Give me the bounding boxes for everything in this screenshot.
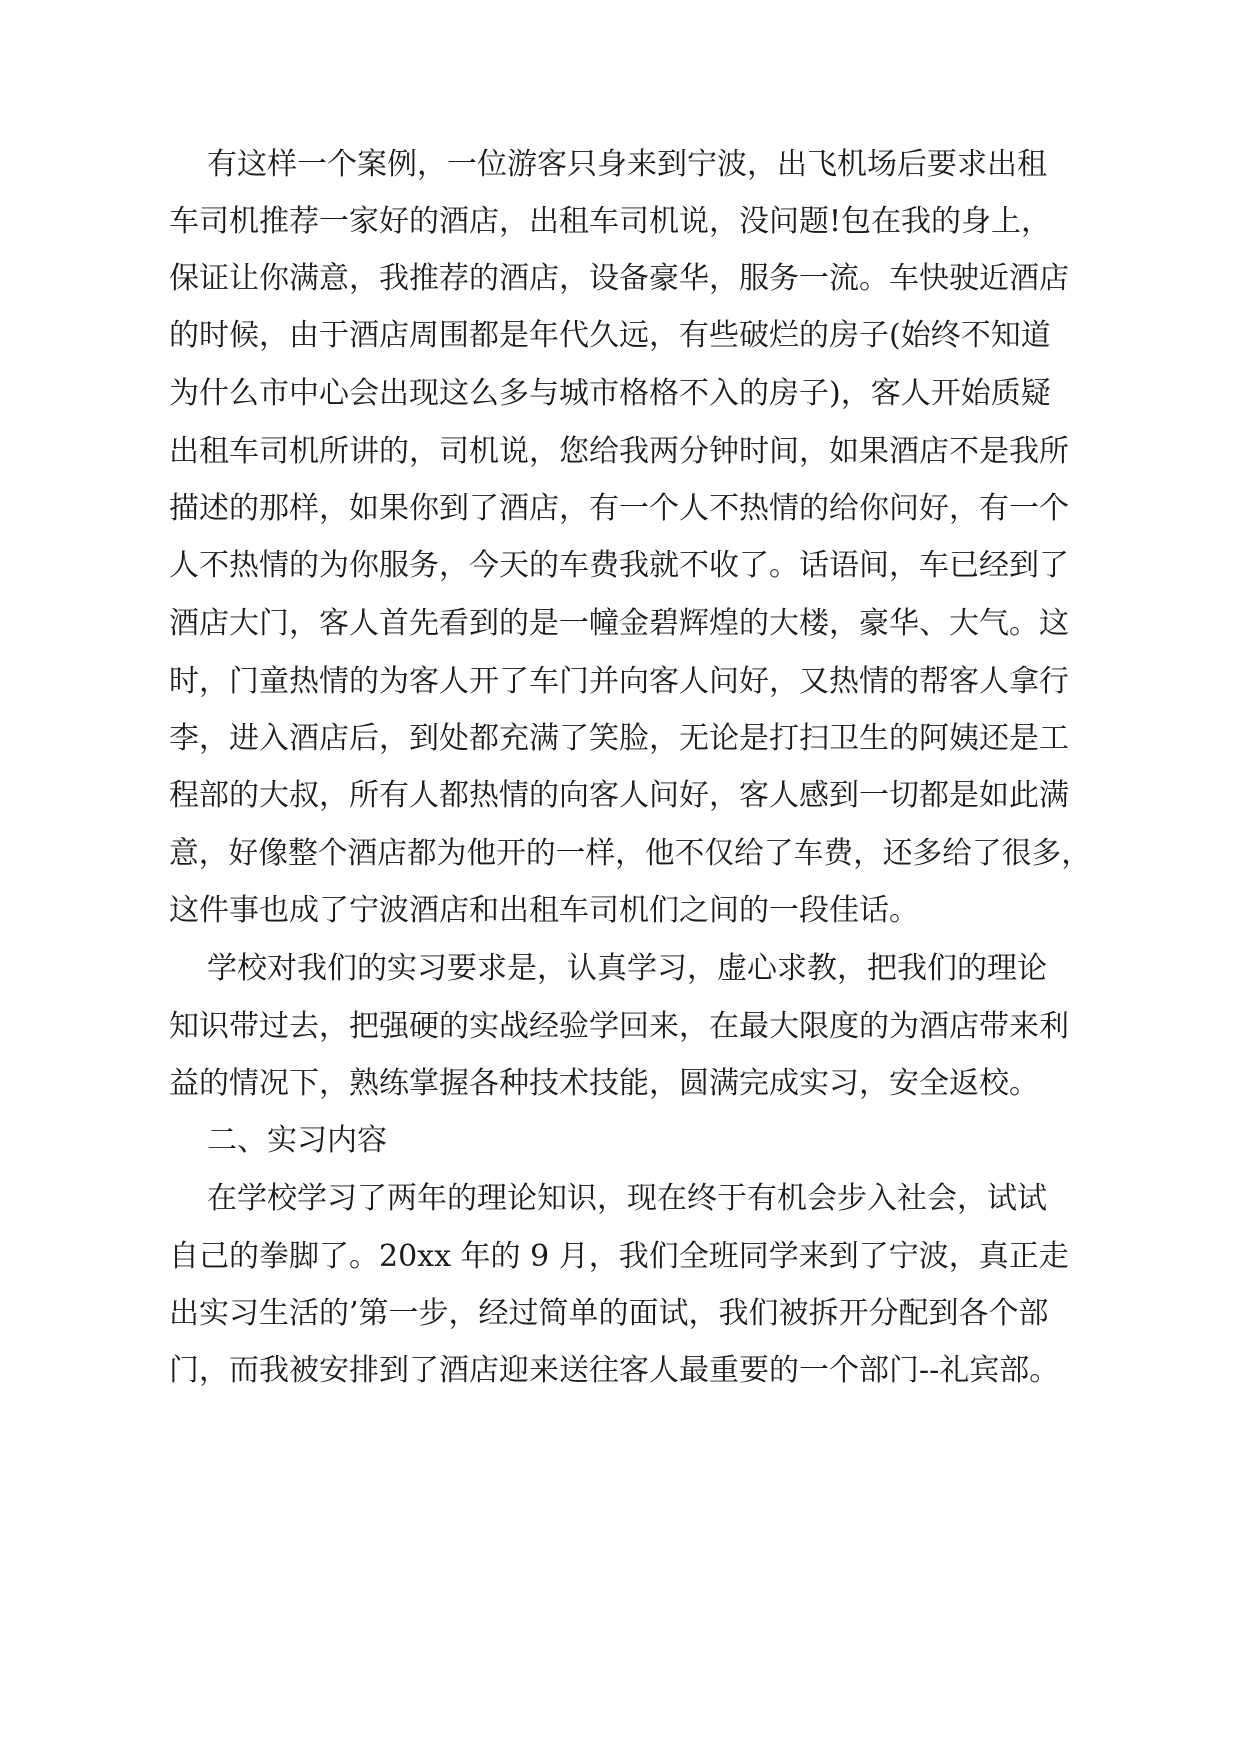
- text-line: 出实习生活的’第一步，经过简单的面试，我们被拆开分配到各个部: [169, 1296, 1049, 1331]
- text-line: 知识带过去，把强硬的实战经验学回来，在最大限度的为酒店带来利: [169, 1009, 1069, 1044]
- text-line: 益的情况下，熟练掌握各种技术技能，圆满完成实习，安全返校。: [169, 1066, 1039, 1101]
- text-line: 自己的拳脚了。20xx 年的 9 月，我们全班同学来到了宁波，真正走: [169, 1239, 1069, 1274]
- text-line: 这件事也成了宁波酒店和出租车司机们之间的一段佳话。: [169, 893, 919, 928]
- text-line: 为什么市中心会出现这么多与城市格格不入的房子)，客人开始质疑: [169, 376, 1051, 411]
- text-line: 酒店大门，客人首先看到的是一幢金碧辉煌的大楼，豪华、大气。这: [169, 606, 1069, 641]
- text-line: 出租车司机所讲的，司机说，您给我两分钟时间，如果酒店不是我所: [169, 434, 1069, 469]
- section-heading: 二、实习内容: [207, 1123, 387, 1158]
- text-line: 人不热情的为你服务，今天的车费我就不收了。话语间，车已经到了: [169, 548, 1069, 583]
- text-line: 时，门童热情的为客人开了车门并向客人问好，又热情的帮客人拿行: [169, 664, 1069, 699]
- text-line: 描述的那样，如果你到了酒店，有一个人不热情的给你问好，有一个: [169, 491, 1069, 526]
- text-line: 学校对我们的实习要求是，认真学习，虚心求教，把我们的理论: [207, 951, 1047, 986]
- text-line: 李，进入酒店后，到处都充满了笑脸，无论是打扫卫生的阿姨还是工: [169, 721, 1069, 756]
- text-line: 门，而我被安排到了酒店迎来送往客人最重要的一个部门--礼宾部。: [169, 1353, 1060, 1388]
- text-line: 有这样一个案例，一位游客只身来到宁波，出飞机场后要求出租: [207, 147, 1047, 182]
- text-line: 车司机推荐一家好的酒店，出租车司机说，没问题!包在我的身上，: [169, 204, 1052, 239]
- text-line: 在学校学习了两年的理论知识，现在终于有机会步入社会，试试: [207, 1181, 1047, 1216]
- text-line: 程部的大叔，所有人都热情的向客人问好，客人感到一切都是如此满: [169, 778, 1069, 813]
- text-line: 的时候，由于酒店周围都是年代久远，有些破烂的房子(始终不知道: [169, 318, 1051, 353]
- text-line: 意，好像整个酒店都为他开的一样，他不仅给了车费，还多给了很多，: [169, 836, 1092, 871]
- text-line: 保证让你满意，我推荐的酒店，设备豪华，服务一流。车快驶近酒店: [169, 261, 1069, 296]
